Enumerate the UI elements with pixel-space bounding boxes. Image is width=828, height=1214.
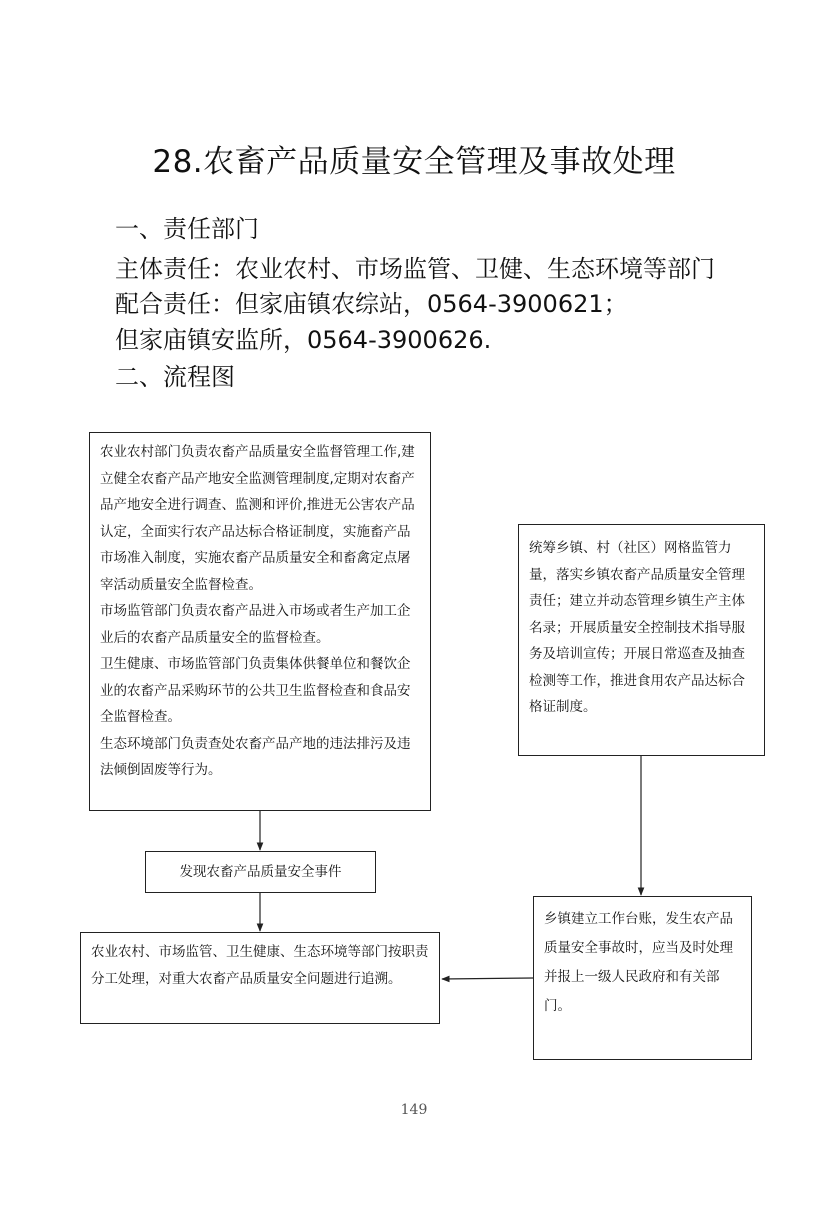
cooperate-responsibility-text: 配合责任：但家庙镇农综站，0564-3900621； xyxy=(115,290,628,318)
flow-text-handle: 农业农村、市场监管、卫生健康、生态环境等部门按职责分工处理，对重大农畜产品质量安全问题进行追溯。 xyxy=(91,944,429,987)
flow-text-discover: 发现农畜产品质量安全事件 xyxy=(179,864,342,880)
flow-box-township-ledger xyxy=(533,896,752,1060)
flow-box-departments xyxy=(89,432,431,811)
cooperate-responsibility-text-2: 但家庙镇安监所，0564-3900626. xyxy=(115,326,492,354)
flow-text-health: 卫生健康、市场监管部门负责集体供餐单位和餐饮企业的农畜产品采购环节的公共卫生监督检查和食品安全监督检查。 xyxy=(100,656,411,725)
flow-box-township-supervision xyxy=(518,524,765,756)
flow-text-market: 市场监管部门负责农畜产品进入市场或者生产加工企业后的农畜产品质量安全的监督检查。 xyxy=(100,603,411,646)
flow-box-discover xyxy=(145,851,376,893)
arrow-right-bottom-to-handle xyxy=(442,978,533,979)
section-heading-flowchart: 二、流程图 xyxy=(115,363,235,391)
page-number: 149 xyxy=(400,1102,428,1118)
flow-text-environment: 生态环境部门负责查处农畜产品产地的违法排污及违法倾倒固废等行为。 xyxy=(100,735,411,778)
flow-text-township-supervision: 统筹乡镇、村（社区）网格监管力量，落实乡镇农畜产品质量安全管理责任；建立并动态管理乡镇生产主体名录；开展质量安全控制技术指导服务及培训宣传；开展日常巡查及抽查检测等工作，推进食用农产品达标合格证制度。 xyxy=(529,540,745,715)
flow-text-agriculture: 农业农村部门负责农畜产品质量安全监督管理工作,建立健全农畜产品产地安全监测管理制度,定期对农畜产品产地安全进行调查、监测和评价,推进无公害农产品认定，全面实行农产品达标合格证制度，实施畜产品市场准入制度，实施农畜产品质量安全和畜禽定点屠宰活动质量安全监督检查。 xyxy=(100,444,415,593)
flow-text-township-ledger: 乡镇建立工作台账，发生农产品质量安全事故时，应当及时处理并报上一级人民政府和有关部门。 xyxy=(544,911,733,1014)
section-heading-responsibility: 一、责任部门 xyxy=(115,215,259,243)
flow-box-handle xyxy=(80,932,440,1024)
page-title: 28.农畜产品质量安全管理及事故处理 xyxy=(152,144,676,180)
primary-responsibility-text: 主体责任：农业农村、市场监管、卫健、生态环境等部门 xyxy=(115,255,715,283)
